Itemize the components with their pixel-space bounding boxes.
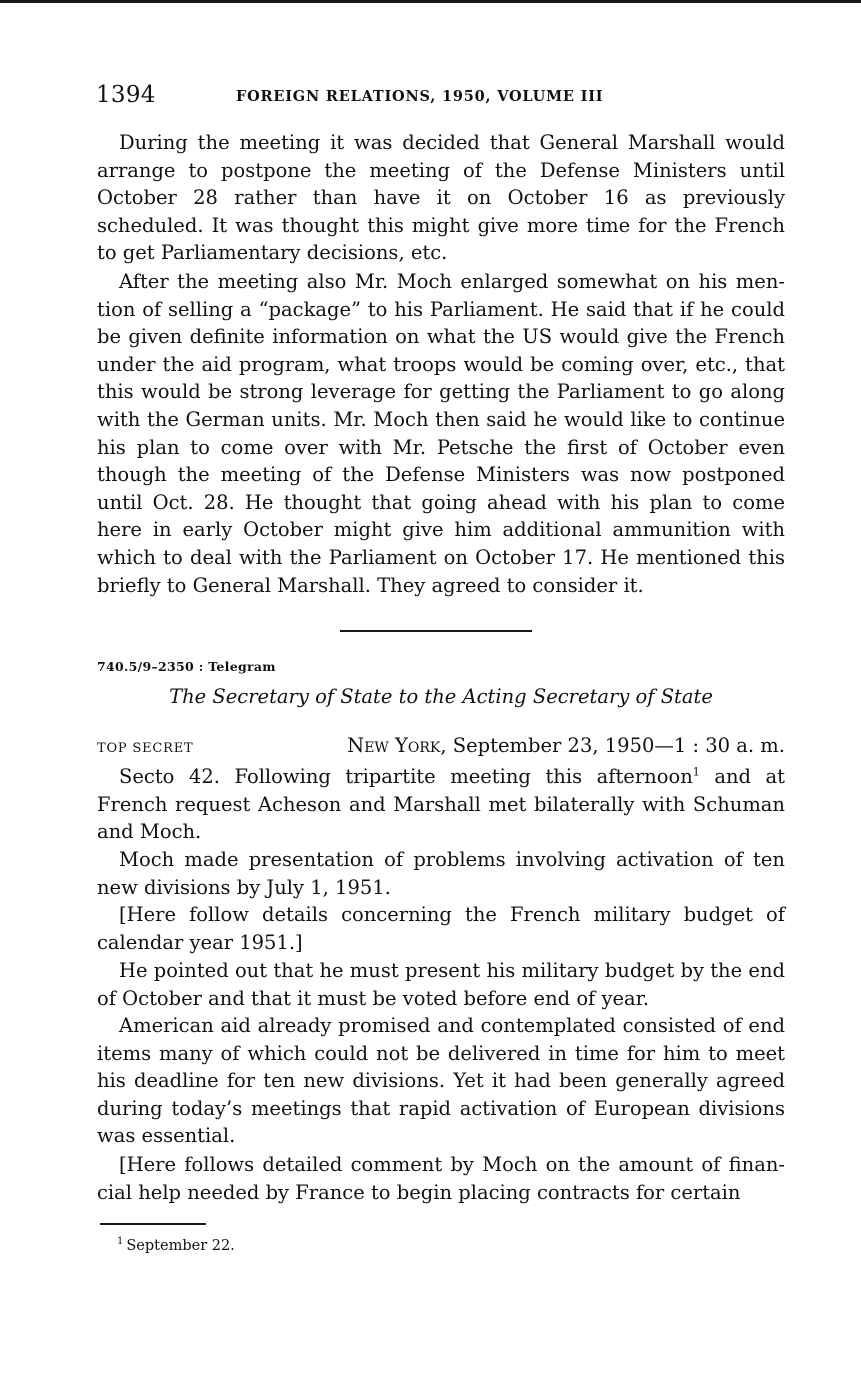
section-divider: [340, 630, 532, 632]
telegram-paragraph-4: He pointed out that he must present his military budget by the end of October and that it must be voted before end of year.: [97, 959, 785, 1010]
telegram-paragraph-5: American aid already promised and contemplated consisted of end items many of which could not be delivered in time for him to meet his deadline for ten new divisions. Yet it had been generally agreed during today’s meetings that rapid activation of European divisions was essential.: [97, 1014, 785, 1148]
telegram-paragraph-1-text: Secto 42. Following tripartite meeting this afternoon: [119, 765, 693, 788]
memo-paragraph-1: During the meeting it was decided that General Marshall would arrange to postpone the meeting of the Defense Ministers until October 28 rather than have it on October 16 as previously scheduled. It was thought this might give more time for the French to get Parliamentary decisions, etc.: [97, 131, 785, 265]
memo-paragraph-2: After the meeting also Mr. Moch enlarged somewhat on his mention of selling a “package” to his Parliament. He said that if he could be given definite information on what the US would give the French under the aid program, what troops would be coming over, etc., that this would be strong leverage for getting the Parliament to go along with the German units. Mr. Moch then said he would like to continue his plan to come over with Mr. Petsche the first of October even though the meeting of the Defense Ministers was now postponed until Oct. 28. He thought that going ahead with his plan to come here in early October might give him additional ammunition with which to deal with the Parliament on October 17. He mentioned this briefly to General Marshall. They agreed to consider it.: [97, 270, 785, 597]
telegram-paragraph-6: [Here follows detailed comment by Moch on the amount of financial help needed by France to begin placing contracts for certain: [97, 1153, 785, 1204]
telegram-paragraph-2: Moch made presentation of problems involving activation of ten new divisions by July 1, 1951.: [97, 848, 785, 899]
document-title: The Secretary of State to the Acting Secretary of State: [169, 685, 713, 708]
running-head: FOREIGN RELATIONS, 1950, VOLUME III: [236, 88, 604, 105]
footnote-text: September 22.: [126, 1237, 235, 1254]
page-header: [96, 82, 786, 112]
telegram-paragraph-1: [97, 763, 785, 846]
dateline-date-time: September 23, 1950—1 : 30 a. m.: [446, 734, 785, 757]
page-number: 1394: [96, 82, 156, 108]
footnote-reference: 1: [692, 765, 700, 779]
footnote: [117, 1236, 235, 1254]
file-reference: 740.5/9–2350 : Telegram: [97, 659, 276, 674]
dateline: [345, 734, 785, 757]
footnote-mark: 1: [117, 1236, 124, 1247]
dateline-place: New York,: [347, 734, 447, 757]
top-edge-rule: [0, 0, 861, 3]
telegram-paragraph-3: [Here follow details concerning the French military budget of calendar year 1951.]: [97, 903, 785, 954]
classification-label: TOP SECRET: [97, 741, 194, 756]
telegram-paragraph-1-continued: and at French request Acheson and Marshall met bilaterally with Schuman and Moch.: [97, 765, 785, 844]
footnote-rule: [100, 1223, 206, 1225]
